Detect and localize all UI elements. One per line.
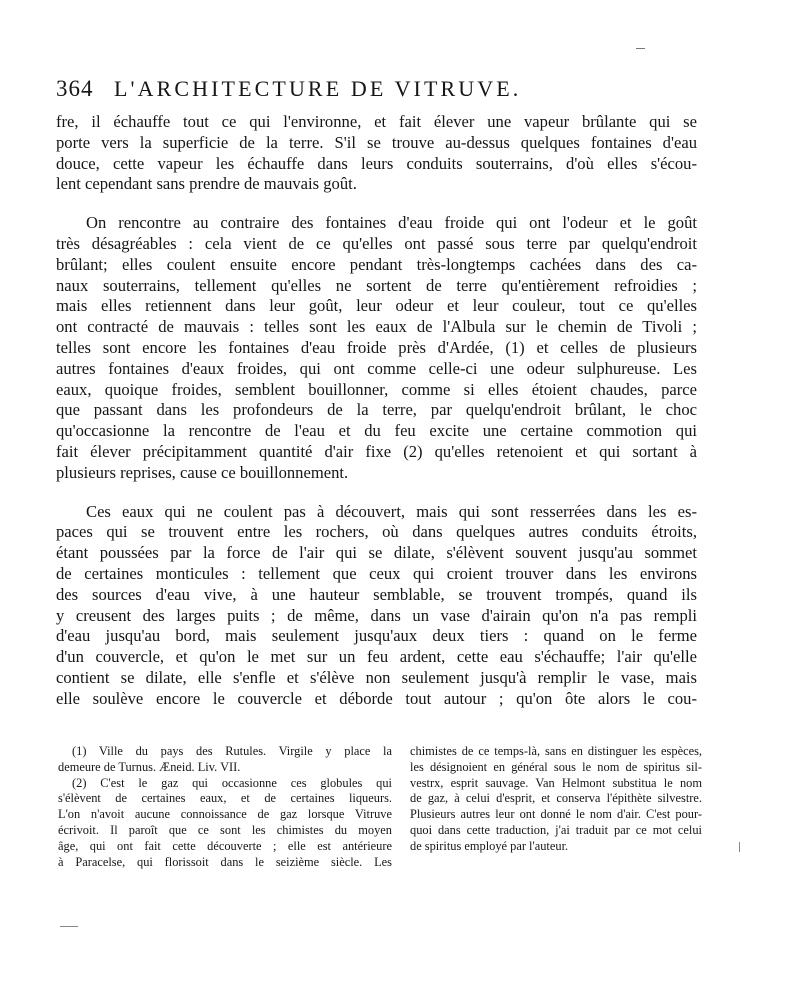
text-line: lent cependant sans prendre de mauvais goût. xyxy=(56,174,357,194)
footnotes-right-column xyxy=(410,744,702,855)
footnote-line: quoi dans cette traduction, j'ai traduit par ce mot celui xyxy=(410,822,702,837)
text-line: d'un couvercle, et qu'on le met sur un feu ardent, cette eau s'échauffe; l'air qu'elle xyxy=(56,647,697,667)
stray-mark xyxy=(739,842,740,852)
footnote-line: demeure de Turnus. Æneid. Liv. VII. xyxy=(58,759,241,774)
text-line: y creusent des larges puits ; de même, dans un vase d'airain qu'on n'a pas rempli xyxy=(56,605,697,625)
footnote-line: (2) C'est le gaz qui occasionne ces globules qui xyxy=(72,775,392,790)
text-line: étant poussées par la force de l'air qui se dilate, s'élèvent souvent jusqu'au sommet xyxy=(56,543,697,563)
footnote-line: chimistes de ce temps-là, sans en distinguer les espèces, xyxy=(410,744,702,758)
text-line: naux souterrains, tellement qu'elles ne sortent de terre qu'entièrement refroidies ; xyxy=(56,275,697,295)
text-line: douce, cette vapeur les échauffe dans leurs conduits souterrains, d'où elles s'écou- xyxy=(56,153,697,173)
footnote-line: (1) Ville du pays des Rutules. Virgile y place la xyxy=(72,744,392,758)
text-line: qu'occasionne la rencontre de l'eau et du feu excite une certaine commotion qui xyxy=(56,421,697,441)
footnotes xyxy=(58,744,702,894)
footnote-line: de spiritus employé par l'auteur. xyxy=(410,838,569,853)
page-number: 364 xyxy=(56,76,94,101)
paragraph-2 xyxy=(56,213,697,483)
text-line: porte vers la superficie de la terre. S'il se trouve au-dessus quelques fontaines d'eau xyxy=(56,132,697,152)
text-line: que passant dans les profondeurs de la terre, par quelqu'endroit brûlant, le choc xyxy=(56,400,697,420)
text-line: autres fontaines d'eaux froides, qui ont comme celle-ci une odeur sulphureuse. Les xyxy=(56,358,697,378)
paragraph-3 xyxy=(56,502,697,710)
text-line: de certaines monticules : tellement que ceux qui croient trouver dans les environs xyxy=(56,563,697,583)
text-line: On rencontre au contraire des fontaines d'eau froide qui ont l'odeur et le goût xyxy=(86,213,697,233)
footnote-line: âge, qui ont fait cette découverte ; elle est antérieure xyxy=(58,838,392,853)
text-line: très désagréables : cela vient de ce qu'elles ont passé sous terre par quelqu'endroit xyxy=(56,233,697,253)
footnote-line: L'on n'avoit aucune connoissance de gaz lorsque Vitruve xyxy=(58,807,392,822)
text-line: telles sont encore les fontaines d'eau froide près d'Ardée, (1) et celles de plusieurs xyxy=(56,337,697,357)
running-title: L'ARCHITECTURE DE VITRUVE. xyxy=(114,76,522,101)
footnote-line: les désignoient en général sous le nom de spiritus sil- xyxy=(410,759,702,774)
page-header xyxy=(56,76,636,106)
corner-mark xyxy=(636,48,645,49)
footnotes-left-column xyxy=(58,744,392,870)
text-line: contient se dilate, elle s'enfle et s'élève non seulement jusqu'à remplir le vase, mais xyxy=(56,667,697,687)
text-line: elle soulève encore le couvercle et déborde tout autour ; qu'on ôte alors le cou- xyxy=(56,688,697,708)
footnote-line: s'élèvent de certaines eaux, et de certaines liqueurs. xyxy=(58,791,392,806)
text-line: fait élever précipitamment quantité d'air fixe (2) qu'elles retenoient et qui sortant à xyxy=(56,441,697,461)
text-line: Ces eaux qui ne coulent pas à découvert, mais qui sont resserrées dans les es- xyxy=(86,501,697,521)
text-line: paces qui se trouvent entre les rochers, où dans quelques autres conduits étroits, xyxy=(56,522,697,542)
text-line: d'eau jusqu'au bord, mais seulement jusqu'aux deux tiers : quand on le ferme xyxy=(56,626,697,646)
text-line: eaux, quoique froides, semblent bouillonner, comme si elles étoient chaudes, parce xyxy=(56,379,697,399)
text-line: plusieurs reprises, cause ce bouillonnement. xyxy=(56,462,349,482)
text-line: ont contracté de mauvais : telles sont les eaux de l'Albula sur le chemin de Tivoli ; xyxy=(56,317,697,337)
footnote-line: à Paracelse, qui florissoit dans le seizième siècle. Les xyxy=(58,854,392,869)
footnote-line: Plusieurs autres leur ont donné le nom d'air. C'est pour- xyxy=(410,807,702,822)
text-line: brûlant; elles coulent ensuite encore pendant très-longtemps cachées dans des ca- xyxy=(56,254,697,274)
paragraph-1 xyxy=(56,112,697,195)
text-line: fre, il échauffe tout ce qui l'environne, et fait élever une vapeur brûlante qui se xyxy=(56,112,697,131)
footnote-line: écrivoit. Il paroît que ce sont les chimistes du moyen xyxy=(58,822,392,837)
main-text xyxy=(56,112,697,710)
text-line: des sources d'eau vive, à une hauteur semblable, se trouvent trompés, quand ils xyxy=(56,584,697,604)
stray-mark xyxy=(60,926,78,927)
footnote-line: vestrx, esprit sauvage. Van Helmont substitua le nom xyxy=(410,775,702,790)
text-line: mais elles retiennent dans leur goût, leur odeur et leur couleur, tout ce qu'elles xyxy=(56,296,697,316)
footnote-line: de gaz, à celui d'esprit, et conserva l'épithète silvestre. xyxy=(410,791,702,806)
